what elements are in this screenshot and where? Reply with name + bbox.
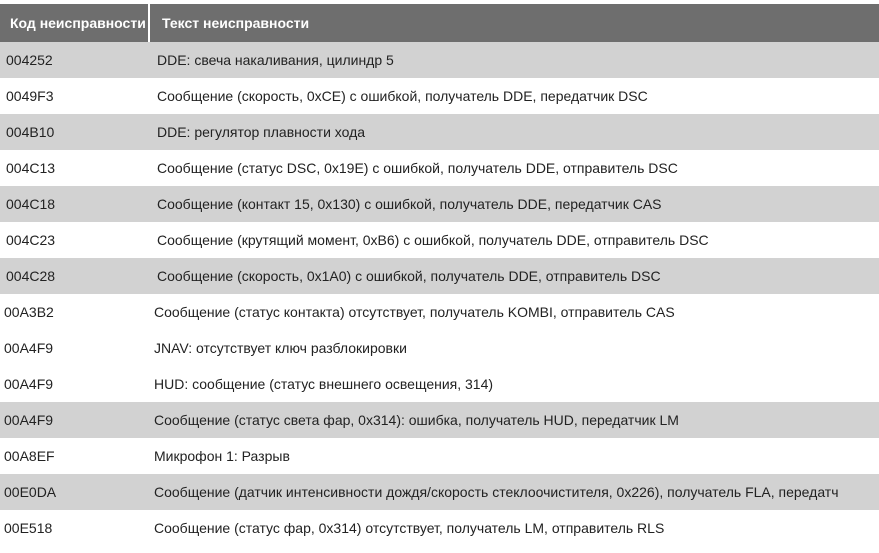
table-row <box>0 366 879 402</box>
fault-text-cell: Сообщение (статус контакта) отсутствует, получатель KOMBI, отправитель CAS <box>154 304 675 320</box>
fault-code-cell: 00A4F9 <box>4 340 54 356</box>
column-header-text: Текст неисправности <box>162 15 310 31</box>
fault-code-cell: 004C23 <box>6 232 56 248</box>
table-header <box>0 4 879 42</box>
fault-code-cell: 00A4F9 <box>4 376 54 392</box>
fault-code-cell: 004C18 <box>6 196 56 212</box>
table-row <box>0 222 879 258</box>
fault-text-cell: Сообщение (статус света фар, 0x314): ошибка, получатель HUD, передатчик LM <box>154 412 679 428</box>
fault-text-cell: HUD: сообщение (статус внешнего освещения, 314) <box>154 376 494 392</box>
fault-code-cell: 004C28 <box>6 268 56 284</box>
fault-text-cell: Сообщение (статус фар, 0x314) отсутствует, получатель LM, отправитель RLS <box>154 520 665 536</box>
column-header-code: Код неисправности <box>0 4 150 42</box>
fault-code-cell: 0049F3 <box>6 88 54 104</box>
table-row <box>0 258 879 294</box>
table-row <box>0 42 879 78</box>
fault-code-cell: 004C13 <box>6 160 56 176</box>
fault-code-cell: 00E518 <box>4 520 53 536</box>
fault-text-cell: DDE: свеча накаливания, цилиндр 5 <box>157 52 394 68</box>
table-row <box>0 150 879 186</box>
fault-code-cell: 00A8EF <box>4 448 55 464</box>
fault-code-cell: 00A3B2 <box>4 304 54 320</box>
fault-text-cell: JNAV: отсутствует ключ разблокировки <box>154 340 407 356</box>
table-row <box>0 78 879 114</box>
table-row <box>0 402 879 438</box>
fault-text-cell: Сообщение (скорость, 0x1A0) с ошибкой, получатель DDE, отправитель DSC <box>157 268 661 284</box>
fault-code-cell: 00A4F9 <box>4 412 54 428</box>
table-row <box>0 474 879 510</box>
fault-text-cell: Сообщение (датчик интенсивности дождя/скорость стеклоочистителя, 0x226), получатель FLA, передатч <box>154 484 839 500</box>
fault-text-cell: DDE: регулятор плавности хода <box>157 124 366 140</box>
fault-text-cell: Сообщение (скорость, 0xCE) с ошибкой, получатель DDE, передатчик DSC <box>157 88 648 104</box>
fault-text-cell: Сообщение (крутящий момент, 0xB6) с ошибкой, получатель DDE, отправитель DSC <box>157 232 709 248</box>
fault-code-cell: 004252 <box>6 52 53 68</box>
fault-code-cell: 004B10 <box>6 124 55 140</box>
table-row <box>0 330 879 366</box>
fault-text-cell: Сообщение (статус DSC, 0x19E) с ошибкой, получатель DDE, отправитель DSC <box>157 160 678 176</box>
table-row <box>0 186 879 222</box>
fault-text-cell: Микрофон 1: Разрыв <box>154 448 290 464</box>
table-row <box>0 510 879 546</box>
fault-text-cell: Сообщение (контакт 15, 0x130) с ошибкой, получатель DDE, передатчик CAS <box>157 196 662 212</box>
table-row <box>0 438 879 474</box>
table-row <box>0 114 879 150</box>
fault-code-cell: 00E0DA <box>4 484 57 500</box>
table-row <box>0 294 879 330</box>
